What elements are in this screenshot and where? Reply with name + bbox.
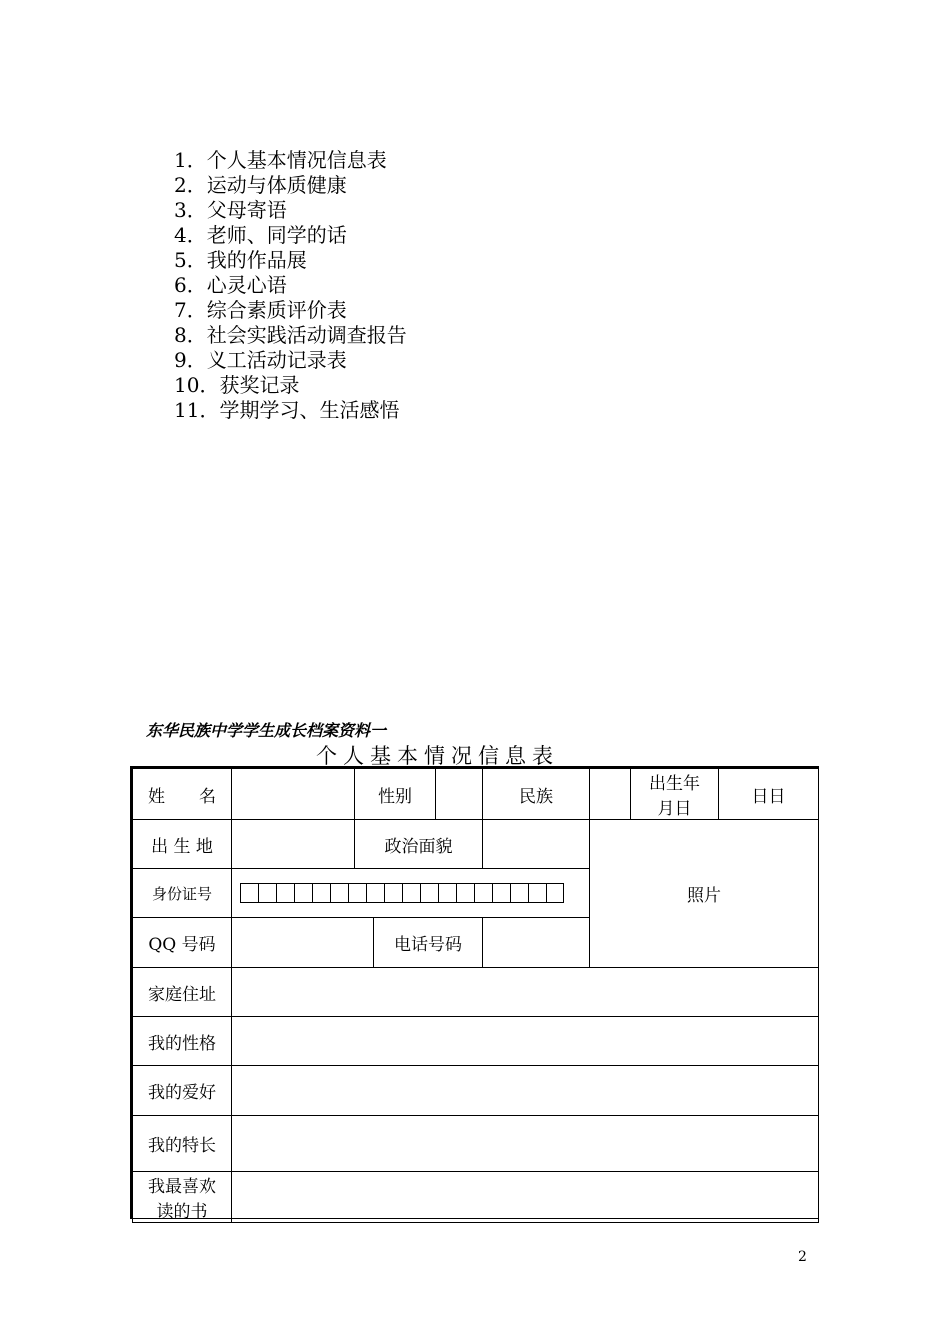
contents-item-number: 7． — [174, 298, 207, 322]
id-digit-box[interactable] — [456, 883, 474, 903]
contents-item-label: 我的作品展 — [206, 248, 307, 272]
name-field[interactable] — [232, 769, 355, 820]
gender-field[interactable] — [436, 769, 483, 820]
name-label: 姓 名 — [133, 769, 232, 820]
qq-field[interactable] — [232, 918, 374, 968]
id-digit-box[interactable] — [276, 883, 294, 903]
id-digit-box[interactable] — [402, 883, 420, 903]
ethnicity-field[interactable] — [590, 769, 631, 820]
favorite-book-label — [133, 1172, 232, 1223]
favorite-book-field[interactable] — [232, 1172, 819, 1223]
id-digit-box[interactable] — [348, 883, 366, 903]
id-number-field[interactable] — [232, 869, 590, 918]
contents-item-label: 社会实践活动调查报告 — [206, 323, 407, 347]
favorite-book-label-line2: 读的书 — [156, 1202, 208, 1222]
contents-item — [174, 398, 407, 423]
birthplace-field[interactable] — [232, 820, 355, 869]
contents-list — [174, 148, 407, 423]
id-number-label: 身份证号 — [133, 869, 232, 918]
personality-label: 我的性格 — [133, 1017, 232, 1066]
contents-item-number: 4． — [174, 223, 207, 247]
birthdate-label-line2: 月日 — [657, 799, 692, 819]
id-digit-box[interactable] — [330, 883, 348, 903]
id-digit-box[interactable] — [510, 883, 528, 903]
contents-item-label: 获奖记录 — [219, 373, 300, 397]
contents-item — [174, 373, 407, 398]
contents-item-number: 6． — [174, 273, 207, 297]
form-title: 个人基本情况信息表 — [316, 744, 559, 768]
favorite-book-label-line1: 我最喜欢 — [148, 1177, 216, 1197]
contents-item — [174, 223, 407, 248]
contents-item-label: 综合素质评价表 — [206, 298, 347, 322]
contents-item-label: 运动与体质健康 — [206, 173, 347, 197]
photo-area[interactable]: 照片 — [590, 820, 819, 968]
id-digit-box[interactable] — [294, 883, 312, 903]
contents-item — [174, 323, 407, 348]
contents-item-label: 老师、同学的话 — [206, 223, 347, 247]
id-digit-box[interactable] — [384, 883, 402, 903]
contents-item-number: 11． — [174, 398, 220, 422]
archive-caption: 东华民族中学学生成长档案资料一 — [146, 721, 387, 740]
phone-label: 电话号码 — [374, 918, 483, 968]
contents-item-label: 个人基本情况信息表 — [206, 148, 387, 172]
contents-item-label: 父母寄语 — [206, 198, 287, 222]
id-digit-box[interactable] — [492, 883, 510, 903]
birthplace-label: 出 生 地 — [133, 820, 232, 869]
contents-item-label: 学期学习、生活感悟 — [219, 398, 400, 422]
contents-item — [174, 198, 407, 223]
contents-item — [174, 173, 407, 198]
contents-item-number: 2． — [174, 173, 207, 197]
hobbies-field[interactable] — [232, 1066, 819, 1116]
strengths-label: 我的特长 — [133, 1116, 232, 1172]
id-digit-box[interactable] — [474, 883, 492, 903]
id-digit-box[interactable] — [258, 883, 276, 903]
phone-field[interactable] — [483, 918, 590, 968]
qq-label: QQ 号码 — [133, 918, 232, 968]
hobbies-label: 我的爱好 — [133, 1066, 232, 1116]
contents-item-number: 10． — [174, 373, 220, 397]
page-number: 2 — [798, 1249, 807, 1265]
address-label: 家庭住址 — [133, 968, 232, 1017]
birthdate-label-line1: 出生年 — [649, 774, 700, 794]
contents-item — [174, 248, 407, 273]
contents-item-number: 8． — [174, 323, 207, 347]
id-digit-box[interactable] — [240, 883, 258, 903]
id-digit-box[interactable] — [312, 883, 330, 903]
contents-item — [174, 348, 407, 373]
political-status-label: 政治面貌 — [355, 820, 483, 869]
birthdate-field[interactable]: 日日 — [719, 769, 819, 820]
contents-item-number: 5． — [174, 248, 207, 272]
address-field[interactable] — [232, 968, 819, 1017]
id-digit-box[interactable] — [366, 883, 384, 903]
birthdate-label — [631, 769, 719, 820]
id-digit-box[interactable] — [420, 883, 438, 903]
id-digit-box[interactable] — [438, 883, 456, 903]
contents-item-label: 义工活动记录表 — [206, 348, 347, 372]
contents-item — [174, 148, 407, 173]
contents-item — [174, 273, 407, 298]
id-number-digit-boxes — [240, 883, 589, 903]
personality-field[interactable] — [232, 1017, 819, 1066]
contents-item — [174, 298, 407, 323]
contents-item-label: 心灵心语 — [206, 273, 287, 297]
gender-label: 性别 — [355, 769, 436, 820]
contents-item-number: 9． — [174, 348, 207, 372]
strengths-field[interactable] — [232, 1116, 819, 1172]
id-digit-box[interactable] — [528, 883, 546, 903]
contents-item-number: 3． — [174, 198, 207, 222]
ethnicity-label: 民族 — [483, 769, 590, 820]
id-digit-box[interactable] — [546, 883, 564, 903]
political-status-field[interactable] — [483, 820, 590, 869]
contents-item-number: 1． — [174, 148, 207, 172]
personal-info-table — [132, 768, 819, 1223]
